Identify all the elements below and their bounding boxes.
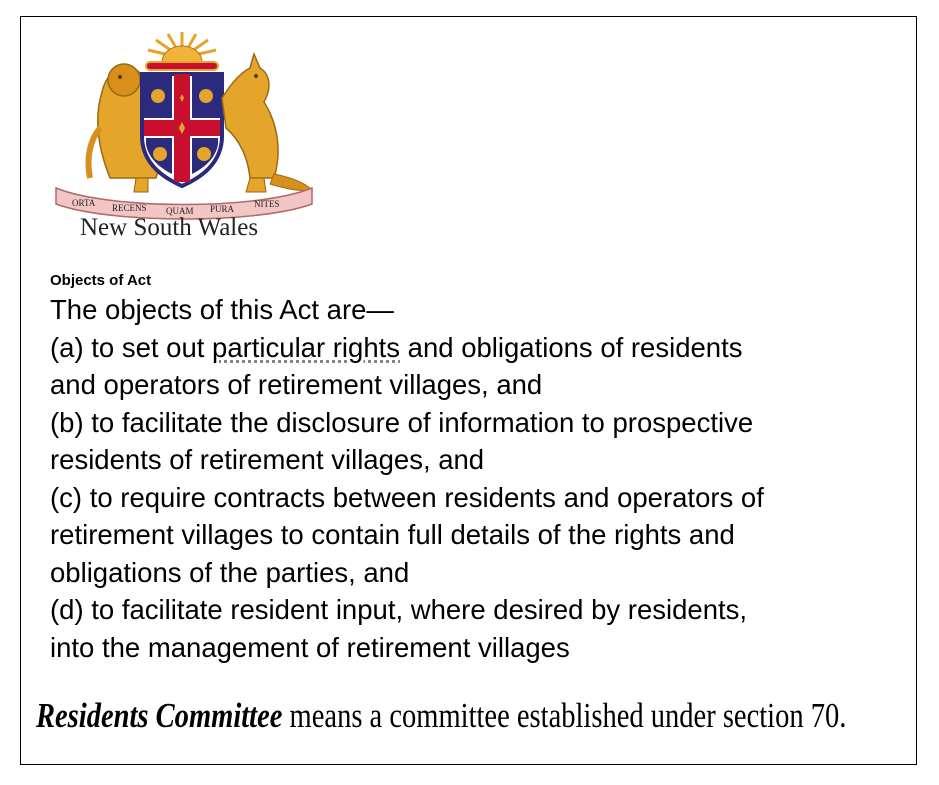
motto-word: QUAM (166, 206, 194, 216)
item-a-line (50, 329, 900, 367)
item-b-continuation: residents of retirement villages, and (50, 444, 485, 475)
item-b-line: (b) to facilitate the disclosure of information to prospective (50, 406, 754, 438)
spellcheck-underlined-phrase: particular rights (212, 331, 401, 363)
nsw-coat-of-arms-icon (50, 28, 318, 220)
definition-text: means a committee established under section 70. (282, 696, 847, 735)
intro-line: The objects of this Act are— (50, 294, 394, 325)
motto-word: RECENS (112, 203, 147, 213)
kangaroo-supporter-icon (222, 54, 312, 192)
motto-word: NITES (254, 199, 280, 209)
objects-text (50, 291, 900, 666)
item-a-suffix: and obligations of residents (400, 331, 743, 363)
rising-sun-icon (148, 32, 216, 62)
item-c-continuation-2: obligations of the parties, and (50, 556, 410, 588)
item-c-continuation-1: retirement villages to contain full details of the rights and (50, 519, 735, 550)
definition-term: Residents Committee (36, 696, 283, 735)
item-a-prefix: (a) to set out (50, 331, 213, 363)
item-d-continuation: into the management of retirement villages (50, 631, 570, 663)
item-c-line: (c) to require contracts between residents and operators of (50, 481, 764, 513)
motto-word: PURA (210, 204, 235, 214)
shield-icon (142, 74, 222, 186)
item-a-continuation: and operators of retirement villages, and (50, 369, 543, 400)
definition-line (36, 696, 846, 736)
motto-word: ORTA (72, 198, 96, 208)
item-d-line: (d) to facilitate resident input, where desired by residents, (50, 594, 748, 625)
section-heading: Objects of Act (50, 272, 152, 289)
state-name: New South Wales (80, 214, 259, 241)
